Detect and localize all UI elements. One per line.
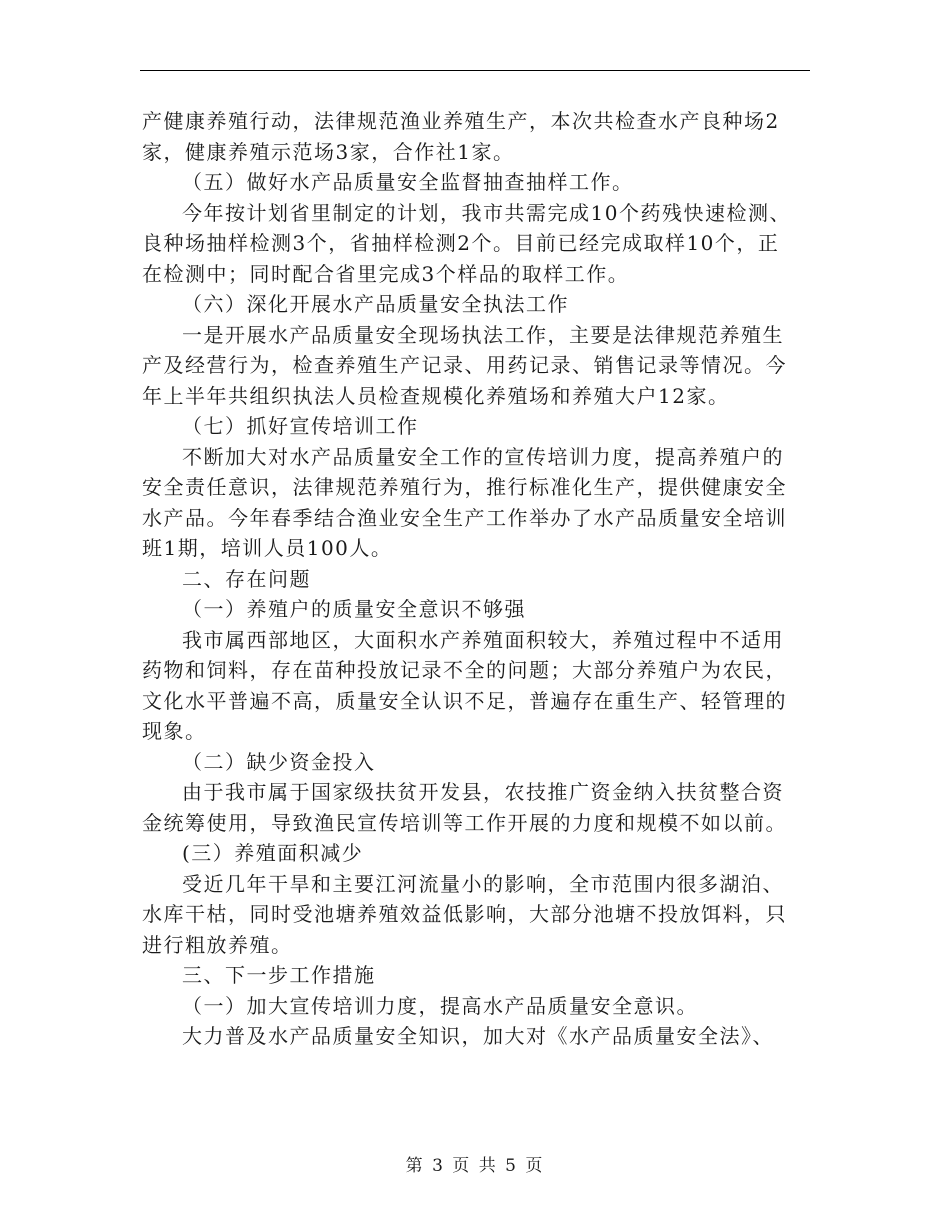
text-line: 今年按计划省里制定的计划，我市共需完成10个药残快速检测、 <box>182 200 791 225</box>
text-line: 二、存在问题 <box>182 566 311 591</box>
text-line: （一）养殖户的质量安全意识不够强 <box>182 597 526 621</box>
header-rule <box>140 70 810 71</box>
text-line: 由于我市属于国家级扶贫开发县，农技推广资金纳入扶贫整合资 <box>182 780 784 804</box>
text-line: （七）抓好宣传培训工作 <box>182 414 419 438</box>
text-line: （一）加大宣传培训力度，提高水产品质量安全意识。 <box>182 993 698 1018</box>
text-line: 班1期，培训人员100人。 <box>142 536 393 560</box>
text-line: 金统筹使用，导致渔民宣传培训等工作开展的力度和规模不如以前。 <box>142 810 787 835</box>
text-line: 在检测中；同时配合省里完成3个样品的取样工作。 <box>142 261 630 286</box>
text-line: 不断加大对水产品质量安全工作的宣传培训力度，提高养殖户的 <box>182 444 784 469</box>
text-line: 三、下一步工作措施 <box>182 963 376 987</box>
text-line: 药物和饲料，存在苗种投放记录不全的问题；大部分养殖户为农民， <box>142 658 787 682</box>
text-line: （二）缺少资金投入 <box>182 749 376 774</box>
text-line: 产健康养殖行动，法律规范渔业养殖生产，本次共检查水产良种场2 <box>142 109 780 133</box>
text-line: 进行粗放养殖。 <box>142 932 293 957</box>
text-line: 文化水平普遍不高，质量安全认识不足，普遍存在重生产、轻管理的 <box>142 688 787 713</box>
text-line: 受近几年干旱和主要江河流量小的影响，全市范围内很多湖泊、 <box>182 871 784 896</box>
text-line: 年上半年共组织执法人员检查规模化养殖场和养殖大户12家。 <box>142 383 730 408</box>
text-line: 安全责任意识，法律规范养殖行为，推行标准化生产，提供健康安全 <box>142 475 787 499</box>
text-line: (三）养殖面积减少 <box>182 841 364 865</box>
document-body <box>142 106 810 1052</box>
text-line: 水库干枯，同时受池塘养殖效益低影响，大部分池塘不投放饵料，只 <box>142 902 787 926</box>
text-line: 产及经营行为，检查养殖生产记录、用药记录、销售记录等情况。今 <box>142 353 787 377</box>
text-line: 家，健康养殖示范场3家，合作社1家。 <box>142 139 515 164</box>
text-line: 水产品。今年春季结合渔业安全生产工作举办了水产品质量安全培训 <box>142 505 787 530</box>
text-line: 我市属西部地区，大面积水产养殖面积较大，养殖过程中不适用 <box>182 627 784 652</box>
text-line: （六）深化开展水产品质量安全执法工作 <box>182 292 569 316</box>
text-line: （五）做好水产品质量安全监督抽查抽样工作。 <box>182 170 634 194</box>
text-line: 现象。 <box>142 719 207 743</box>
text-line: 良种场抽样检测3个，省抽样检测2个。目前已经完成取样10个，正 <box>142 231 780 255</box>
text-line: 一是开展水产品质量安全现场执法工作，主要是法律规范养殖生 <box>182 322 784 347</box>
page-footer: 第 3 页 共 5 页 <box>405 1156 545 1176</box>
text-line: 大力普及水产品质量安全知识，加大对《水产品质量安全法》、 <box>182 1024 774 1048</box>
